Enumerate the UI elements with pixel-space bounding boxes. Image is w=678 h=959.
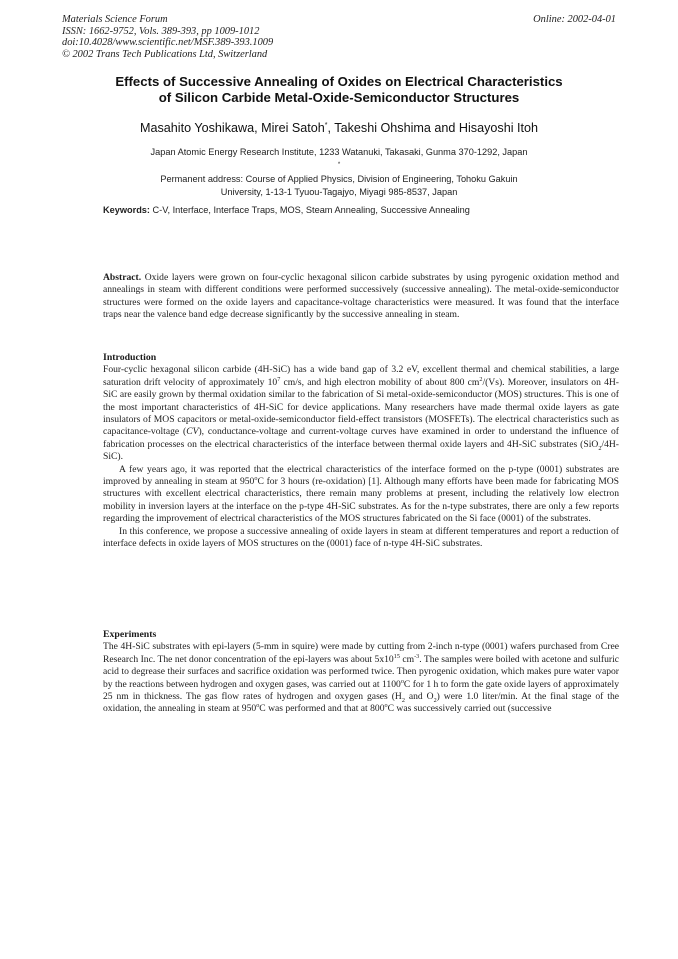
abstract-label: Abstract. <box>103 272 142 283</box>
abstract-section <box>103 272 619 322</box>
abstract-paragraph <box>103 272 619 322</box>
affiliation-line2: * Permanent address: Course of Applied Physics, Division of Engineering, Tohoku Gakuin <box>160 161 518 185</box>
online-date: Online: 2002-04-01 <box>533 14 616 25</box>
journal-issn: ISSN: 1662-9752, Vols. 389-393, pp 1009-1012 <box>62 25 260 37</box>
affiliation-line1: Japan Atomic Energy Research Institute, 1233 Watanuki, Takasaki, Gunma 370-1292, Japan <box>150 147 528 157</box>
journal-copyright: © 2002 Trans Tech Publications Ltd, Switzerland <box>62 48 268 60</box>
authors-first: Masahito Yoshikawa, Mirei Satoh <box>139 121 325 135</box>
introduction-paragraph-2: A few years ago, it was reported that the electrical characteristics of the interface formed on the p-type (0001) substrates are improved by annealing in steam at 950$^o$C for 3 hours (re-oxidation) [1]. Although many efforts have been made for fabricating MOS structures with excellent electrical characteristics, there remain many problems at present, including the relatively low electron mobility in inversion layers at the interface on the p-type 4H-SiC substrates. As for the n-type substrates, there are only a few reports regarding the improvement of electrical characteristics of the MOS structures fabricated on the Si face (0001) of the substrates. <box>103 463 619 525</box>
authors-rest: , Takeshi Ohshima and Hisayoshi Itoh <box>327 121 539 135</box>
journal-header <box>62 14 462 60</box>
paper-title-line1: Effects of Successive Annealing of Oxides on Electrical Characteristics <box>115 74 563 89</box>
journal-doi[interactable]: doi:10.4028/www.scientific.net/MSF.389-393.1009 <box>62 37 274 49</box>
keywords-text: C-V, Interface, Interface Traps, MOS, Steam Annealing, Successive Annealing <box>152 205 470 215</box>
journal-name: Materials Science Forum <box>62 14 168 25</box>
introduction-paragraph-1: Four-cyclic hexagonal silicon carbide (4H-SiC) has a wide band gap of 3.2 eV, excellent thermal and chemical stabilities, a large saturation drift velocity of approximately $10^7$ cm/s, and high electron mobility of about 800 $cm^2/(Vs)$. Moreover, insulators on 4H-SiC are easily grown by thermal oxidation similar to the fabrication of Si metal-oxide-semiconductor (MOS) structures. This is one of the most important characteristics of 4H-SiC for device applications. Many researchers have made thermal oxide layers as gate insulators of MOS capacitors or metal-oxide-semiconductor field-effect transistors (MOSFETs). The electrical characteristics such as capacitance-voltage (CV), conductance-voltage and current-voltage curves have examined in order to understand the influence of fabrication processes on the electrical characteristics of the interface between thermal oxide layers and 4H-SiC substrates (SiO$_2$/4H-SiC). <box>103 364 620 463</box>
experiments-paragraph-1: The 4H-SiC substrates with epi-layers (5-mm in squire) were made by cutting from 2-inch n-type (0001) wafers purchased from Cree Research Inc. The net donor concentration of the epi-layers was about $5x10^{15}$ $cm^{-3}$. The samples were boiled with acetone and sulfuric acid to degrease their surfaces and sacrifice oxidation was performed twice. Then pyrogenic oxidation, which makes pure water vapor by the reactions between hydrogen and oxygen gases, was carried out at 1100$^o$C for 1 h to form the gate oxide layers of approximately 25 nm in thickness. The gas flow rates of hydrogen and oxygen gases ($H_2$ and $O_2$) were 1.0 liter/min. At the final stage of the oxidation, the annealing in steam at 950$^o$C was performed and that at 800$^o$C was successively carried out (successive <box>103 641 619 715</box>
author-affiliation-mark: * <box>324 121 328 129</box>
affiliation-line3: University, 1-13-1 Tyuou-Tagajyo, Miyagi 985-8537, Japan <box>220 186 458 197</box>
keywords <box>103 205 618 215</box>
keywords-label: Keywords: <box>103 205 150 215</box>
introduction-heading: Introduction <box>103 352 157 363</box>
introduction-paragraph-3: In this conference, we propose a successive annealing of oxide layers in steam at different temperatures and report a reduction of interface defects in oxide layers of MOS structures on the (0001) face of n-type 4H-SiC substrates. <box>103 525 619 550</box>
affiliations <box>62 146 616 198</box>
affiliation-mark: * <box>337 161 341 168</box>
experiments-heading: Experiments <box>103 629 157 640</box>
paper-title <box>62 74 616 105</box>
introduction-section <box>103 352 619 551</box>
experiments-section <box>103 629 619 716</box>
author-list <box>62 121 616 135</box>
abstract-text: Oxide layers were grown on four-cyclic hexagonal silicon carbide substrates by using pyrogenic oxidation method and annealings in steam with different conditions were performed successively (successive annealing). The metal-oxide-semiconductor structures were formed on the oxide layers and capacitance-voltage characteristics were measured. It was found that the interface traps near the valence band edge decrease significantly by the successive annealing in steam. <box>103 272 619 321</box>
paper-title-line2: of Silicon Carbide Metal-Oxide-Semiconductor Structures <box>158 89 520 105</box>
